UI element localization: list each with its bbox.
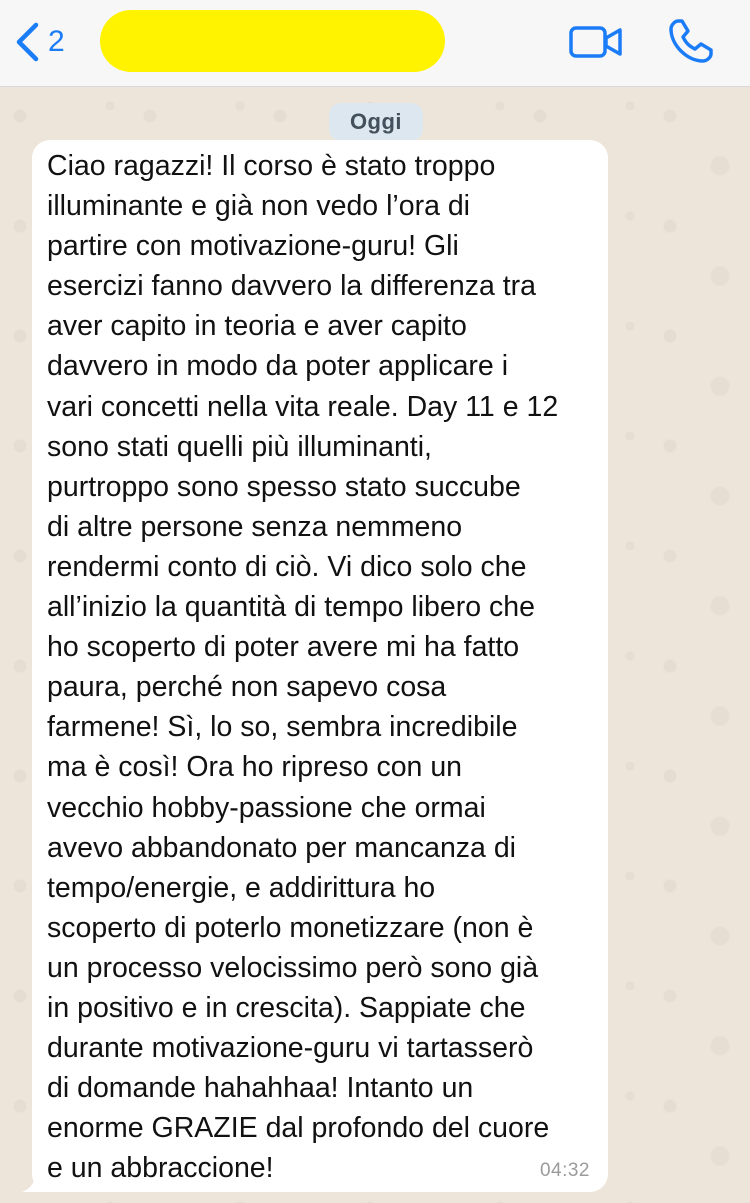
video-call-button[interactable]	[568, 22, 624, 62]
message-text	[47, 146, 592, 1188]
phone-icon	[666, 53, 716, 70]
message-line: di altre persone senza nemmeno	[47, 510, 463, 543]
message-bubble[interactable]	[32, 140, 608, 1192]
video-camera-icon	[568, 49, 624, 66]
message-line: enorme GRAZIE dal profondo del cuore	[47, 1112, 550, 1145]
message-line: vecchio hobby-passione che ormai	[47, 791, 486, 824]
message-timestamp: 04:32	[539, 1160, 590, 1181]
contact-name-redacted[interactable]	[100, 10, 445, 72]
message-line: farmene! Sì, lo so, sembra incredibile	[47, 711, 518, 744]
message-line: paura, perché non sapevo cosa	[47, 671, 447, 704]
message-line: ho scoperto di poter avere mi ha fatto	[47, 631, 520, 664]
unread-count: 2	[48, 25, 65, 58]
date-divider: Oggi	[329, 103, 423, 141]
message-line: purtroppo sono spesso stato succube	[47, 470, 521, 503]
voice-call-button[interactable]	[666, 16, 716, 66]
message-line: partire con motivazione-guru! Gli	[47, 230, 459, 263]
message-line: durante motivazione-guru vi tartasserò	[47, 1032, 534, 1065]
message-line: sono stati quelli più illuminanti,	[47, 430, 432, 463]
message-line: tempo/energie, e addirittura ho	[47, 871, 436, 904]
message-line: di domande hahahhaa! Intanto un	[47, 1072, 474, 1105]
message-line: ma è così! Ora ho ripreso con un	[47, 751, 463, 784]
message-line: rendermi conto di ciò. Vi dico solo che	[47, 550, 527, 583]
message-line: in positivo e in crescita). Sappiate che	[47, 991, 526, 1024]
chevron-left-icon	[14, 22, 40, 62]
message-line: avevo abbandonato per mancanza di	[47, 831, 517, 864]
message-line: all’inizio la quantità di tempo libero che	[47, 591, 535, 624]
message-line: e un abbraccione!	[47, 1152, 274, 1185]
chat-header	[0, 0, 750, 87]
back-button[interactable]	[14, 22, 65, 62]
message-line: un processo velocissimo però sono già	[47, 951, 539, 984]
message-line: scoperto di poterlo monetizzare (non è	[47, 911, 534, 944]
message-line: aver capito in teoria e aver capito	[47, 310, 467, 343]
message-line: esercizi fanno davvero la differenza tra	[47, 270, 536, 303]
message-line: illuminante e già non vedo l’ora di	[47, 190, 471, 223]
message-line: Ciao ragazzi! Il corso è stato troppo	[47, 150, 496, 182]
message-line: vari concetti nella vita reale. Day 11 e 12	[47, 390, 559, 423]
message-line: davvero in modo da poter applicare i	[47, 350, 509, 383]
